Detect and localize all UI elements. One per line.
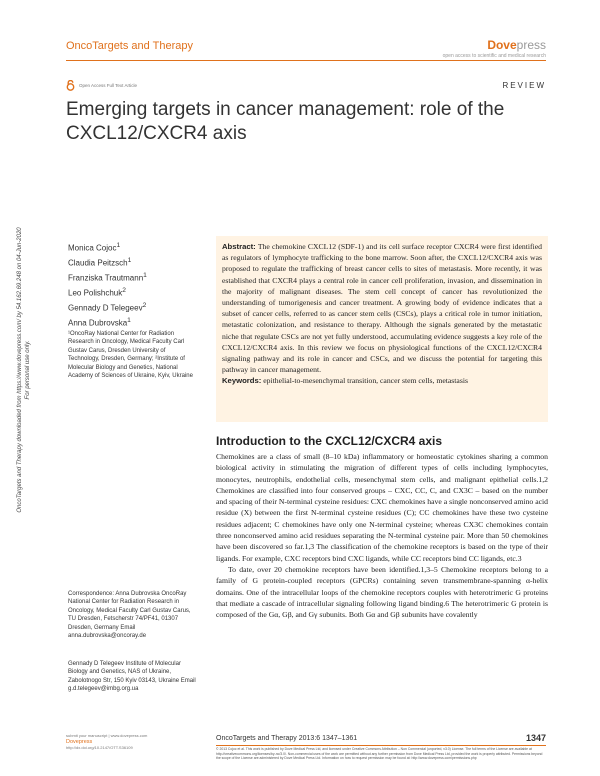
section-heading: Introduction to the CXCL12/CXCR4 axis bbox=[216, 434, 443, 448]
journal-title: OncoTargets and Therapy bbox=[66, 40, 193, 52]
submit-link[interactable]: submit your manuscript | www.dovepress.com bbox=[66, 733, 148, 738]
download-watermark bbox=[4, 150, 44, 590]
author: Gennady D Telegeev$^2$ bbox=[68, 301, 147, 313]
author: Franziska Trautmann$^1$ bbox=[68, 271, 147, 283]
footer-left bbox=[66, 733, 147, 751]
open-access-icon bbox=[66, 80, 75, 91]
author: Monica Cojoc$^1$ bbox=[68, 242, 121, 253]
keywords-label: Keywords: bbox=[222, 376, 262, 386]
footer-rule bbox=[216, 745, 546, 746]
watermark-line-1: OncoTargets and Therapy downloaded from https://www.dovepress.com/ by 54.162.69.248 on 04-Jun-2020 bbox=[17, 227, 23, 513]
publisher-logo bbox=[443, 38, 546, 59]
license-text: © 2013 Cojoc et al. This work is published by Dove Medical Press Ltd, and licensed under Creative Commons Attribution – Non Commercial (unported, v3.0) License. The full terms of the License are available at http://creativecommons.org/licenses/by-nc/3.0/. Non-commercial uses of the work are permitted without any further permission from Dove Medical Press Ltd, provided the work is properly attributed. Permissions beyond the scope of the License are administered by Dove Medical Press Ltd. Information on how to request permission may be found at: http://www.dovepress.com/permissions.php bbox=[216, 747, 543, 761]
keywords-text: epithelial-to-mesenchymal transition, cancer stem cells, metastasis bbox=[263, 376, 468, 386]
article-type: REVIEW bbox=[502, 81, 546, 90]
abstract-text: The chemokine CXCL12 (SDF-1) and its cell surface receptor CXCR4 were first identified as regulators of lymphocyte trafficking to the bone marrow. Soon after, the CXCL12/CXCR4 axis was proposed to regulate the trafficking of breast cancer cells to sites of metastasis. More recently, it was established that CXCR4 plays a central role in cancer cell proliferation, invasion, and dissemination in the majority of malignant diseases. The stem cell concept of cancer has revolutionized the understanding of tumorigenesis and cancer treatment. A growing body of evidence indicates that a subset of cancer cells, referred to as cancer stem cells (CSCs), plays a critical role in tumor initiation, metastatic colonization, and resistance to therapy. Although the signals generated by the metastatic niche that regulate CSCs are not yet fully understood, accumulating evidence suggests a key role of the CXCL12/CXCR4 axis. In this review we focus on physiological functions of the CXCL12/CXCR4 signaling pathway and its role in cancer and CSCs, and we discuss the potential for targeting this pathway in cancer management. bbox=[222, 242, 542, 375]
publisher-name-light: press bbox=[516, 38, 546, 52]
author: Anna Dubrovska$^1$ bbox=[68, 316, 131, 328]
paragraph: Chemokines are a class of small (8–10 kDa) inflammatory or homeostatic cytokines sharing a common biological activity in stimulating the migration of different types of cells including lymphocytes, monocytes, neutrophils, endothelial cells, mesenchymal stem cells, and malignant epithelial cells.1,2 Chemokines are classified into four conserved groups – CXC, CC, C, and CX3C – based on the number and spacing of their N-terminal cysteine residues: CXC chemokines have a single nonconserved amino acid residue (X) between the first N-terminal cysteine residues (C); CC chemokines have these two cysteine residues adjacent; C chemokines have only one N-terminal cysteine; whereas CX3C chemokines contain three nonconserved amino acid residues separating the N-terminal cysteine pair. More than 50 chemokines have been discovered so far.1,3 The classification of the chemokine receptors is based on the type of their ligands. For example, CXC receptors bind CXC ligands, while CC receptors bind CC ligands, etc.3 bbox=[216, 452, 548, 563]
publisher-name-bold: Dove bbox=[487, 38, 517, 52]
paragraph: To date, over 20 chemokine receptors have been identified.1,3–5 Chemokine receptors belong to a family of G protein-coupled receptors (GPCRs) containing seven transmembrane-spanning α-helix domains. One of the intracellular loops of the chemokine receptors couples with heterotrimeric G proteins that mediate a cascade of intracellular signaling following ligand binding.6 The heterotrimeric G protein is composed of the Gα, Gβ, and Gγ subunits. Both Gα and Gβ subunits have covalently bbox=[216, 564, 548, 620]
open-access-label bbox=[66, 80, 137, 91]
affiliations: ¹OncoRay National Center for Radiation Research in Oncology, Medical Faculty Carl Gustav Carus, Dresden University of Technology, Dresden, Germany; ²Institute of Molecular Biology and Genetics, National Academy of Sciences of Ukraine, Kyiv, Ukraine bbox=[68, 331, 193, 380]
page-number: 1347 bbox=[525, 733, 546, 743]
correspondence-primary: Correspondence: Anna Dubrovska OncoRay National Center for Radiation Research in Oncology, Medical Faculty Carl Gustav Carus, TU Dresden, Fetscherstr 74/PF41, 01307 Dresden, Germany Email anna.dubrovska@oncoray.de bbox=[68, 591, 191, 640]
author: Claudia Peitzsch$^1$ bbox=[68, 256, 132, 268]
article-title: Emerging targets in cancer management: role of the CXCL12/CXCR4 axis bbox=[66, 99, 505, 144]
abstract-box bbox=[216, 236, 548, 422]
publisher-tagline: open access to scientific and medical research bbox=[442, 53, 546, 59]
author-list bbox=[68, 240, 188, 330]
abstract-label: Abstract: bbox=[222, 242, 256, 251]
header-rule bbox=[66, 60, 546, 61]
correspondence-secondary: Gennady D Telegeev Institute of Molecular Biology and Genetics, NAS of Ukraine, Zabolotnogo Str, 150 Kyiv 03143, Ukraine Email g.d.telegeev@imbg.org.ua bbox=[68, 661, 196, 693]
section-body bbox=[216, 451, 548, 620]
doi-link[interactable]: http://dx.doi.org/10.2147/OTT.S36109 bbox=[66, 745, 133, 750]
footer-journal-ref: OncoTargets and Therapy 2013:6 1347–1361 bbox=[216, 735, 358, 742]
author: Leo Polishchuk$^2$ bbox=[68, 286, 126, 298]
footer-publisher: Dovepress bbox=[66, 739, 93, 745]
open-access-text: Open Access Full Text Article bbox=[79, 83, 137, 88]
watermark-line-2: For personal use only. bbox=[25, 340, 31, 400]
